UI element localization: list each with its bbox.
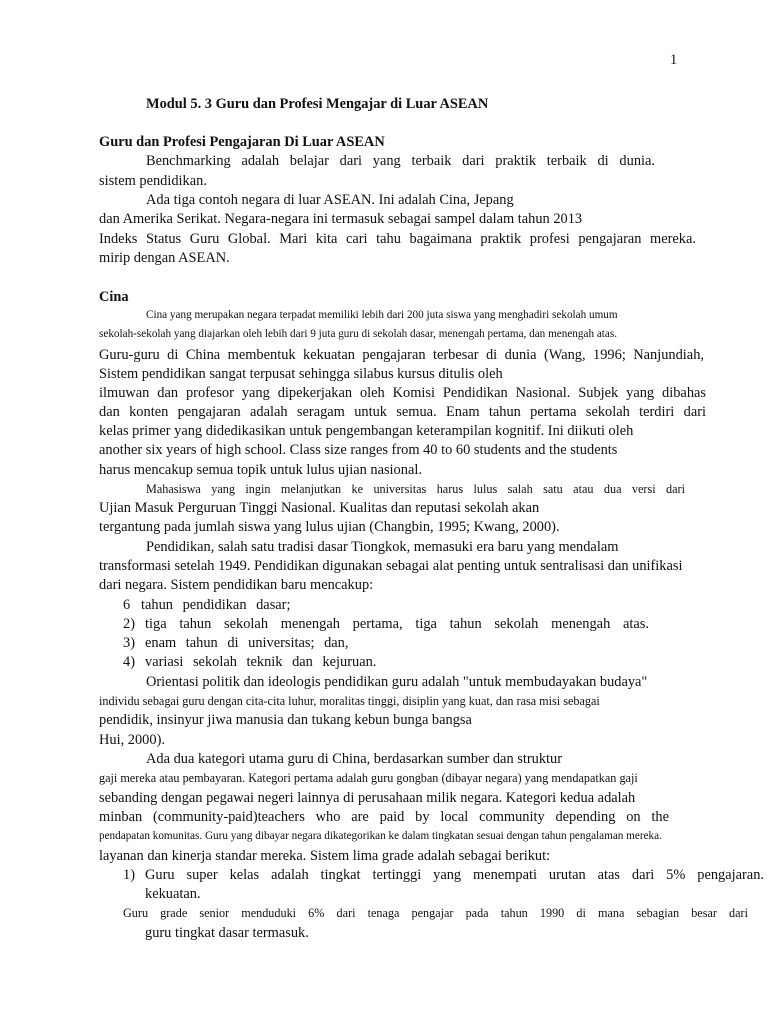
list-item: tahun pendidikan dasar;	[141, 597, 291, 613]
cina-line: ilmuwan dan profesor yang dipekerjakan oleh Komisi Pendidikan Nasional. Subjek yang dibahas	[99, 385, 706, 401]
cina-line: layanan dan kinerja standar mereka. Sistem lima grade adalah sebagai berikut:	[99, 848, 551, 864]
cina-line: dan konten pengajaran adalah seragam untuk semua. Enam tahun pertama sekolah terdiri dari	[99, 404, 706, 420]
cina-line: transformasi setelah 1949. Pendidikan digunakan sebagai alat penting untuk sentralisasi dan unifikasi	[99, 558, 683, 574]
cina-line: Hui, 2000).	[99, 732, 165, 748]
cina-line: minban (community-paid)teachers who are paid by local community depending on the	[99, 809, 669, 825]
list-item: tiga tahun sekolah menengah pertama, tiga tahun sekolah menengah atas.	[145, 616, 649, 632]
cina-line: Guru-guru di China membentuk kekuatan pengajaran terbesar di dunia (Wang, 1996; Nanjundiah,	[99, 347, 704, 363]
cina-line: kelas primer yang didedikasikan untuk pengembangan keterampilan kognitif. Ini diikuti oleh	[99, 423, 634, 439]
cina-line: Ujian Masuk Perguruan Tinggi Nasional. Kualitas dan reputasi sekolah akan	[99, 500, 540, 516]
cina-line: pendidik, insinyur jiwa manusia dan tukang kebun bunga bangsa	[99, 712, 472, 728]
cina-heading: Cina	[99, 289, 129, 305]
list-item: Guru super kelas adalah tingkat tertinggi yang menempati urutan atas dari 5% pengajaran.	[145, 867, 764, 883]
list-number: 4)	[123, 654, 135, 670]
page-number: 1	[670, 52, 678, 68]
cina-line: Orientasi politik dan ideologis pendidikan guru adalah "untuk membudayakan budaya"	[146, 674, 648, 690]
module-title: Modul 5. 3 Guru dan Profesi Mengajar di Luar ASEAN	[146, 96, 489, 112]
cina-line: another six years of high school. Class size ranges from 40 to 60 students and the students	[99, 442, 618, 458]
cina-line: Ada dua kategori utama guru di China, berdasarkan sumber dan struktur	[146, 751, 563, 767]
cina-line: dari negara. Sistem pendidikan baru mencakup:	[99, 577, 374, 593]
list-item: enam tahun di universitas; dan,	[145, 635, 349, 651]
cina-line: sebanding dengan pegawai negeri lainnya di perusahaan milik negara. Kategori kedua adalah	[99, 790, 636, 806]
cina-line: tergantung pada jumlah siswa yang lulus ujian (Changbin, 1995; Kwang, 2000).	[99, 519, 560, 535]
cina-line: harus mencakup semua topik untuk lulus ujian nasional.	[99, 462, 422, 478]
cina-line: Cina yang merupakan negara terpadat memiliki lebih dari 200 juta siswa yang menghadiri sekolah umum	[146, 309, 618, 321]
cina-line: Sistem pendidikan sangat terpusat sehingga silabus kursus ditulis oleh	[99, 366, 503, 382]
cina-line: pendapatan komunitas. Guru yang dibayar negara dikategorikan ke dalam tingkatan sesuai dengan tahun pengalaman mereka.	[99, 830, 662, 842]
intro-line: dan Amerika Serikat. Negara-negara ini termasuk sebagai sampel dalam tahun 2013	[99, 211, 583, 227]
list-item: variasi sekolah teknik dan kejuruan.	[145, 654, 377, 670]
list-item: guru tingkat dasar termasuk.	[145, 925, 309, 941]
list-number: 2)	[123, 616, 135, 632]
cina-line: gaji mereka atau pembayaran. Kategori pertama adalah guru gongban (dibayar negara) yang mendapatkan gaji	[99, 771, 638, 785]
section-heading: Guru dan Profesi Pengajaran Di Luar ASEAN	[99, 134, 385, 150]
cina-line: sekolah-sekolah yang diajarkan oleh lebih dari 9 juta guru di sekolah dasar, menengah pertama, dan menengah atas.	[99, 328, 618, 340]
list-item: Guru grade senior menduduki 6% dari tenaga pengajar pada tahun 1990 di mana sebagian besar dari	[123, 906, 748, 920]
list-item: kekuatan.	[145, 886, 201, 902]
list-number: 1)	[123, 867, 135, 883]
intro-line: sistem pendidikan.	[99, 173, 207, 189]
intro-line: Benchmarking adalah belajar dari yang terbaik dari praktik terbaik di dunia.	[146, 153, 655, 169]
list-number: 3)	[123, 635, 135, 651]
list-number: 6	[123, 597, 131, 613]
cina-line: individu sebagai guru dengan cita-cita luhur, moralitas tinggi, disiplin yang kuat, dan rasa misi sebagai	[99, 694, 600, 708]
cina-line: Pendidikan, salah satu tradisi dasar Tiongkok, memasuki era baru yang mendalam	[146, 539, 619, 555]
intro-line: mirip dengan ASEAN.	[99, 250, 230, 266]
cina-line: Mahasiswa yang ingin melanjutkan ke universitas harus lulus salah satu atau dua versi dari	[146, 482, 685, 496]
intro-line: Ada tiga contoh negara di luar ASEAN. Ini adalah Cina, Jepang	[146, 192, 514, 208]
intro-line: Indeks Status Guru Global. Mari kita cari tahu bagaimana praktik profesi pengajaran mereka.	[99, 231, 696, 247]
